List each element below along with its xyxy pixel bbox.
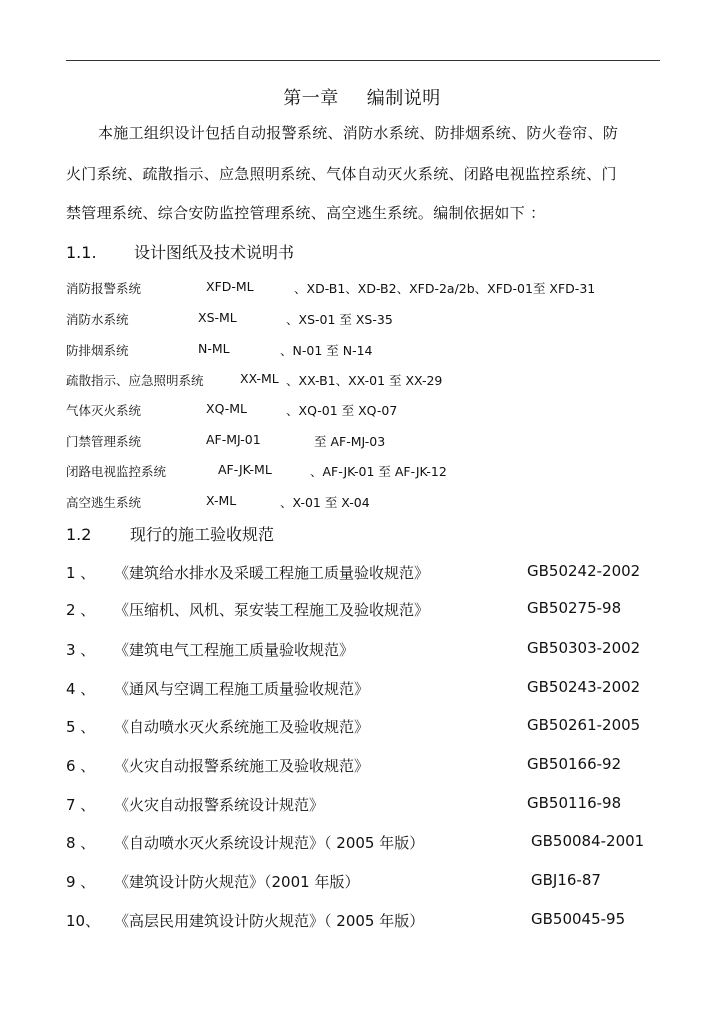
norm-number: 5 、 xyxy=(66,718,96,736)
system-name: 门禁管理系统 xyxy=(66,434,142,449)
system-name: 消防水系统 xyxy=(66,312,129,327)
system-code: AF-JK-ML xyxy=(218,462,272,477)
system-row xyxy=(66,432,660,450)
system-code: XX-ML xyxy=(240,371,279,386)
section-2-number: 1.2 xyxy=(66,525,92,544)
system-range: 至 AF-MJ-03 xyxy=(314,434,386,449)
system-range: 、XX-B1、XX-01 至 XX-29 xyxy=(286,373,443,388)
norm-number: 4 、 xyxy=(66,680,96,698)
section-2-label: 现行的施工验收规范 xyxy=(130,525,275,544)
header-rule xyxy=(66,60,660,61)
chapter-title xyxy=(0,84,724,110)
section-2-heading xyxy=(66,522,274,545)
system-range: 、X-01 至 X-04 xyxy=(280,495,370,510)
norm-number: 6 、 xyxy=(66,757,96,775)
system-name: 疏散指示、应急照明系统 xyxy=(66,373,204,388)
norm-item xyxy=(66,794,660,814)
section-1-number: 1.1. xyxy=(66,243,97,262)
norm-title: 《建筑电气工程施工质量验收规范》 xyxy=(114,641,355,659)
intro-line-2: 火门系统、疏散指示、应急照明系统、气体自动灭火系统、闭路电视监控系统、门 xyxy=(66,165,617,183)
norm-code: GB50275-98 xyxy=(527,599,622,617)
system-name: 气体灭火系统 xyxy=(66,403,142,418)
system-code: N-ML xyxy=(198,341,230,356)
norm-code: GB50045-95 xyxy=(531,910,626,928)
section-1-heading xyxy=(66,240,294,263)
norm-number: 1 、 xyxy=(66,564,96,582)
norm-item xyxy=(66,678,660,698)
norm-code: GBJ16-87 xyxy=(531,871,601,889)
system-name: 闭路电视监控系统 xyxy=(66,464,167,479)
norm-title: 《建筑给水排水及采暖工程施工质量验收规范》 xyxy=(114,564,430,582)
norm-item xyxy=(66,716,660,736)
norm-item xyxy=(66,755,660,775)
system-range: 、XQ-01 至 XQ-07 xyxy=(286,403,398,418)
system-row xyxy=(66,341,660,359)
section-1-label: 设计图纸及技术说明书 xyxy=(134,243,295,262)
norm-number: 2 、 xyxy=(66,601,96,619)
system-range: 、N-01 至 N-14 xyxy=(280,343,373,358)
intro-line-3: 禁管理系统、综合安防监控管理系统、高空逃生系统。编制依据如下 ： xyxy=(66,204,546,222)
norm-code: GB50116-98 xyxy=(527,794,622,812)
system-code: XQ-ML xyxy=(206,401,248,416)
system-row xyxy=(66,401,660,419)
norm-item xyxy=(66,599,660,619)
norm-number: 3 、 xyxy=(66,641,96,659)
norm-code: GB50084-2001 xyxy=(531,832,645,850)
system-code: XFD-ML xyxy=(206,279,254,294)
system-row xyxy=(66,279,660,297)
norm-number: 7 、 xyxy=(66,796,96,814)
norm-code: GB50243-2002 xyxy=(527,678,641,696)
norm-code: GB50303-2002 xyxy=(527,639,641,657)
norm-item xyxy=(66,639,660,659)
system-row xyxy=(66,493,660,511)
norm-code: GB50261-2005 xyxy=(527,716,641,734)
norm-code: GB50166-92 xyxy=(527,755,622,773)
system-row xyxy=(66,462,660,480)
system-row xyxy=(66,310,660,328)
intro-line-1: 本施工组织设计包括自动报警系统、消防水系统、防排烟系统、防火卷帘、防 xyxy=(98,124,619,142)
system-range: 、XD-B1、XD-B2、XFD-2a/2b、XFD-01至 XFD-31 xyxy=(294,281,596,296)
norm-title: 《火灾自动报警系统施工及验收规范》 xyxy=(114,757,370,775)
system-name: 防排烟系统 xyxy=(66,343,129,358)
norm-title: 《压缩机、风机、泵安装工程施工及验收规范》 xyxy=(114,601,430,619)
system-range: 、AF-JK-01 至 AF-JK-12 xyxy=(310,464,447,479)
norm-title: 《火灾自动报警系统设计规范》 xyxy=(114,796,325,814)
norm-item xyxy=(66,832,660,852)
norm-number: 10、 xyxy=(66,912,101,930)
norm-number: 9 、 xyxy=(66,873,96,891)
norm-title: 《高层民用建筑设计防火规范》（ 2005 年版） xyxy=(114,912,425,930)
norm-title: 《建筑设计防火规范》（2001 年版） xyxy=(114,873,360,891)
norm-item xyxy=(66,910,660,930)
norm-item xyxy=(66,871,660,891)
norm-title: 《自动喷水灭火系统施工及验收规范》 xyxy=(114,718,370,736)
system-code: XS-ML xyxy=(198,310,237,325)
system-name: 消防报警系统 xyxy=(66,281,142,296)
norm-title: 《通风与空调工程施工质量验收规范》 xyxy=(114,680,370,698)
norm-item xyxy=(66,562,660,582)
chapter-number: 第一章 xyxy=(283,88,339,109)
norm-number: 8 、 xyxy=(66,834,96,852)
system-row xyxy=(66,371,660,389)
system-code: AF-MJ-01 xyxy=(206,432,261,447)
system-range: 、XS-01 至 XS-35 xyxy=(286,312,393,327)
norm-title: 《自动喷水灭火系统设计规范》（ 2005 年版） xyxy=(114,834,425,852)
chapter-heading: 编制说明 xyxy=(366,88,441,109)
system-name: 高空逃生系统 xyxy=(66,495,142,510)
norm-code: GB50242-2002 xyxy=(527,562,641,580)
system-code: X-ML xyxy=(206,493,237,508)
